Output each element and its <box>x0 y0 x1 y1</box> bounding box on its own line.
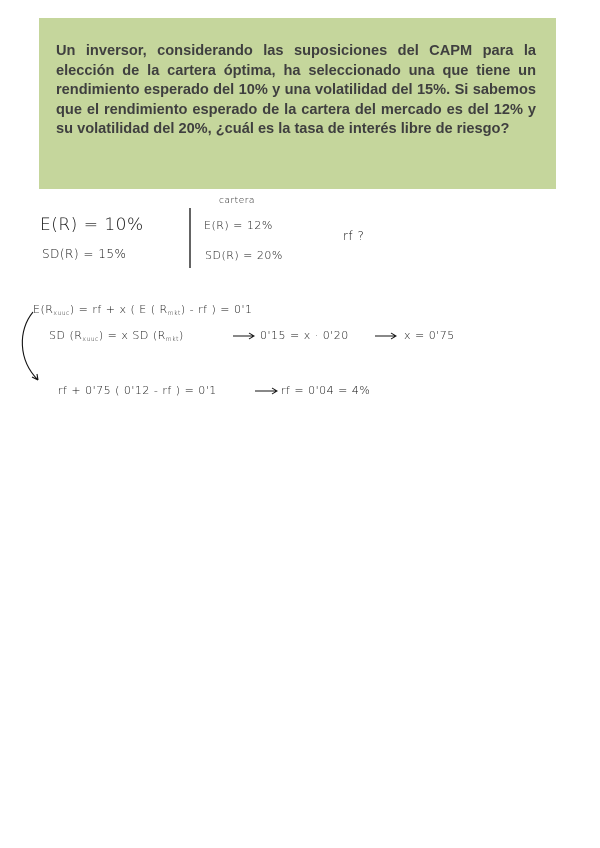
equation-x-result: x = 0'75 <box>404 329 455 342</box>
arrow-icon-3 <box>255 388 277 394</box>
equation-expected-return: $E(R_{xuuc})$ = rf + x ( E ( $R_{mkt}$) - rf ) = 0'1 <box>33 303 253 317</box>
equation-volatility: SD $(R_{xuuc}) = x$ SD $(R_{mkt})$ <box>49 329 184 343</box>
equation-rf: rf + 0'75 ( 0'12 - rf ) = 0'1 <box>58 384 217 397</box>
unknown-rf: rf ? <box>343 229 365 243</box>
arrow-icon-2 <box>375 333 396 339</box>
equation-volatility-substituted: 0'15 = x · 0'20 <box>260 329 349 342</box>
market-expected-return: E(R) = 12% <box>204 219 273 232</box>
left-expected-return: E(R) = 10% <box>40 215 144 235</box>
label-cartera: cartera <box>219 196 255 206</box>
market-volatility: SD(R) = 20% <box>205 249 283 262</box>
arrow-icon-1 <box>233 333 254 339</box>
equation-rf-result: rf = 0'04 = 4% <box>281 384 371 397</box>
curved-arrow <box>22 312 38 380</box>
problem-statement: Un inversor, considerando las suposiciones del CAPM para la elección de la cartera óptima, ha seleccionado una que tiene un rendimiento esperado del 10% y una volatilidad del 15%. Si sabemos que el rendimiento esperado de la cartera del mercado es del 12% y su volatilidad del 20%, ¿cuál es la tasa de interés libre de riesgo? <box>56 43 536 138</box>
left-volatility: SD(R) = 15% <box>42 247 127 261</box>
